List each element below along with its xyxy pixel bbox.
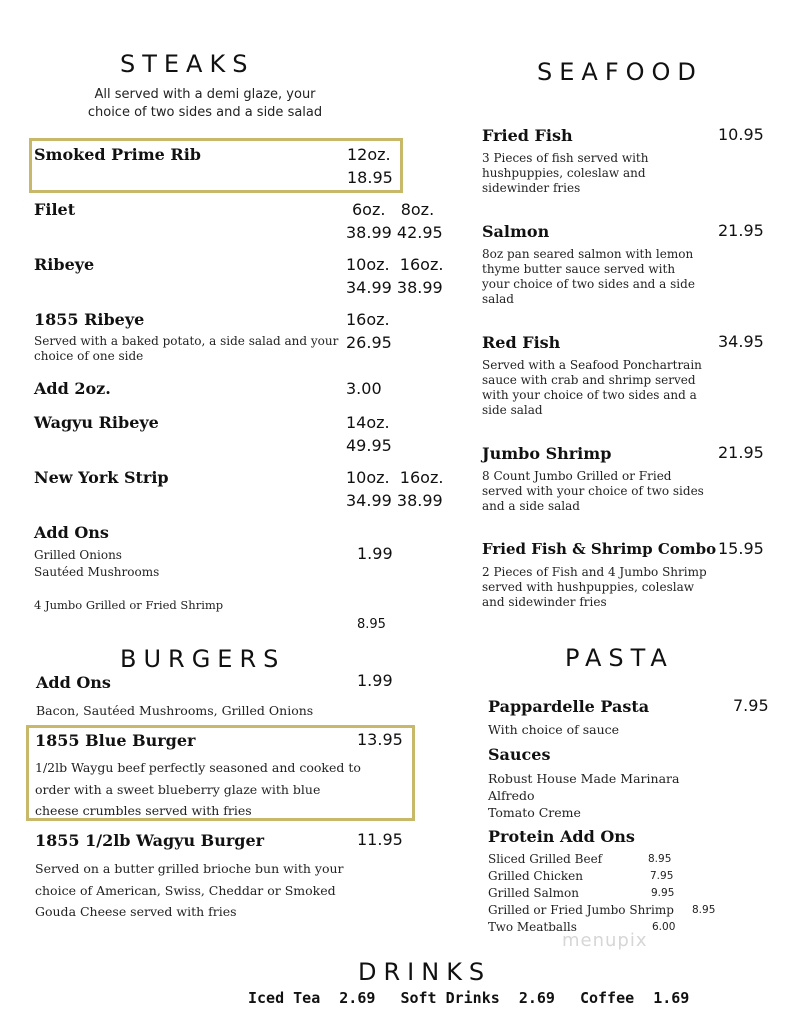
item-desc-line: served with hushpuppies, coleslaw bbox=[482, 580, 694, 594]
drink-name: Coffee bbox=[579, 989, 635, 1007]
item-price-new-york-strip-sizes: 10oz. 16oz. bbox=[346, 468, 444, 487]
addon-sauteed-mushrooms: Sautéed Mushrooms bbox=[34, 565, 160, 579]
item-desc-line: 8oz pan seared salmon with lemon bbox=[482, 247, 694, 261]
protein-name: Grilled or Fried Jumbo Shrimp bbox=[488, 903, 674, 917]
item-price-fish-shrimp-combo: 15.95 bbox=[718, 539, 764, 558]
drinks-line bbox=[248, 989, 689, 1007]
item-price-1855-ribeye-size: 16oz. bbox=[346, 310, 390, 329]
item-price-wagyu-ribeye: 49.95 bbox=[346, 436, 392, 455]
pasta-title: PASTA bbox=[565, 644, 674, 672]
protein-name: Sliced Grilled Beef bbox=[488, 852, 603, 866]
protein-name: Grilled Salmon bbox=[488, 886, 579, 900]
burgers-addons-title: Add Ons bbox=[36, 673, 111, 692]
drink-name: Iced Tea bbox=[248, 989, 321, 1007]
item-desc-jumbo-shrimp bbox=[482, 469, 704, 514]
item-price-fried-fish: 10.95 bbox=[718, 125, 764, 144]
steaks-subtitle bbox=[60, 86, 350, 122]
item-desc-line: with your choice of two sides and a bbox=[482, 388, 697, 402]
item-desc-line: and a side salad bbox=[482, 499, 580, 513]
item-desc-blue-burger bbox=[35, 757, 361, 822]
sauce-item: Tomato Creme bbox=[488, 805, 581, 820]
protein-price: 7.95 bbox=[650, 870, 674, 882]
burgers-title: BURGERS bbox=[120, 645, 286, 673]
item-desc-fried-fish bbox=[482, 151, 648, 196]
item-price-filet: 38.99 42.95 bbox=[346, 223, 443, 242]
steaks-title: STEAKS bbox=[120, 50, 255, 78]
drink-name: Soft Drinks bbox=[400, 989, 500, 1007]
item-price-blue-burger: 13.95 bbox=[357, 730, 403, 749]
item-desc-line: hushpuppies, coleslaw and bbox=[482, 166, 646, 180]
item-price-pappardelle: 7.95 bbox=[733, 696, 769, 715]
item-desc-line: 8 Count Jumbo Grilled or Fried bbox=[482, 469, 672, 483]
item-price-prime-rib-size: 12oz. bbox=[347, 145, 391, 164]
item-name-red-fish: Red Fish bbox=[482, 333, 561, 352]
item-desc-1855-ribeye bbox=[34, 334, 338, 364]
item-price-ribeye-sizes: 10oz. 16oz. bbox=[346, 255, 444, 274]
item-desc-line: and sidewinder fries bbox=[482, 595, 607, 609]
item-desc-line: Served on a butter grilled brioche bun with your bbox=[35, 861, 344, 876]
item-name-pappardelle: Pappardelle Pasta bbox=[488, 697, 650, 716]
protein-price: 8.95 bbox=[648, 853, 672, 865]
item-price-filet-sizes: 6oz. 8oz. bbox=[352, 200, 435, 219]
steaks-subtitle-line-1: All served with a demi glaze, your bbox=[94, 87, 316, 102]
item-name-new-york-strip: New York Strip bbox=[34, 468, 169, 487]
item-desc-fish-shrimp-combo bbox=[482, 565, 707, 610]
drinks-title: DRINKS bbox=[358, 958, 492, 986]
pasta-sauces-title: Sauces bbox=[488, 745, 551, 764]
pasta-desc: With choice of sauce bbox=[488, 722, 620, 737]
drink-price: 1.69 bbox=[653, 989, 690, 1007]
steaks-subtitle-line-2: choice of two sides and a side salad bbox=[87, 105, 323, 120]
item-desc-line: Served with a Seafood Ponchartrain bbox=[482, 358, 702, 372]
item-desc-line: side salad bbox=[482, 403, 543, 417]
protein-name: Two Meatballs bbox=[488, 920, 577, 934]
item-price-wagyu-burger: 11.95 bbox=[357, 830, 403, 849]
item-desc-wagyu-burger bbox=[35, 858, 344, 923]
item-name-fish-shrimp-combo: Fried Fish & Shrimp Combo bbox=[482, 540, 717, 558]
addon-jumbo-shrimp: 4 Jumbo Grilled or Fried Shrimp bbox=[34, 598, 224, 612]
item-desc-line: order with a sweet blueberry glaze with blue bbox=[35, 781, 321, 797]
item-desc-line: your choice of two sides and a side bbox=[482, 277, 695, 291]
item-name-1855-ribeye: 1855 Ribeye bbox=[34, 310, 145, 329]
item-desc-line: thyme butter sauce served with bbox=[482, 262, 676, 276]
addon-grilled-onions: Grilled Onions bbox=[34, 548, 122, 562]
item-name-wagyu-burger: 1855 1/2lb Wagyu Burger bbox=[35, 831, 265, 850]
item-desc-red-fish bbox=[482, 358, 702, 418]
item-desc-line: choice of one side bbox=[34, 349, 144, 363]
item-name-jumbo-shrimp: Jumbo Shrimp bbox=[482, 444, 612, 463]
item-price-1855-ribeye: 26.95 bbox=[346, 333, 392, 352]
item-desc-line: Served with a baked potato, a side salad and your bbox=[34, 334, 339, 348]
item-desc-line: 1/2lb Waygu beef perfectly seasoned and cooked to bbox=[35, 760, 361, 775]
item-price-wagyu-ribeye-size: 14oz. bbox=[346, 413, 390, 432]
item-desc-line: choice of American, Swiss, Cheddar or Smoked bbox=[35, 882, 336, 898]
item-name-fried-fish: Fried Fish bbox=[482, 126, 573, 145]
item-desc-line: sauce with crab and shrimp served bbox=[482, 373, 696, 387]
drink-price: 2.69 bbox=[339, 989, 376, 1007]
steaks-addons-title: Add Ons bbox=[34, 523, 109, 542]
burgers-addons-price: 1.99 bbox=[357, 671, 393, 690]
sauce-item: Alfredo bbox=[488, 788, 535, 803]
item-name-salmon: Salmon bbox=[482, 222, 550, 241]
item-desc-line: 2 Pieces of Fish and 4 Jumbo Shrimp bbox=[482, 565, 707, 579]
item-name-prime-rib: Smoked Prime Rib bbox=[34, 145, 201, 164]
item-desc-line: salad bbox=[482, 292, 514, 306]
item-desc-line: sidewinder fries bbox=[482, 181, 581, 195]
item-name-blue-burger: 1855 Blue Burger bbox=[35, 731, 196, 750]
item-name-filet: Filet bbox=[34, 200, 76, 219]
item-desc-line: cheese crumbles served with fries bbox=[35, 803, 252, 818]
sauce-item: Robust House Made Marinara bbox=[488, 771, 680, 786]
item-price-ribeye: 34.99 38.99 bbox=[346, 278, 443, 297]
protein-price: 8.95 bbox=[692, 904, 716, 916]
item-price-prime-rib: 18.95 bbox=[347, 168, 393, 187]
burgers-addons-desc: Bacon, Sautéed Mushrooms, Grilled Onions bbox=[36, 703, 314, 718]
pasta-protein-title: Protein Add Ons bbox=[488, 827, 635, 846]
item-price-add-2oz: 3.00 bbox=[346, 379, 382, 398]
protein-price: 6.00 bbox=[652, 921, 676, 933]
protein-price: 9.95 bbox=[651, 887, 675, 899]
item-price-new-york-strip: 34.99 38.99 bbox=[346, 491, 443, 510]
item-price-red-fish: 34.95 bbox=[718, 332, 764, 351]
item-price-salmon: 21.95 bbox=[718, 221, 764, 240]
addon-price-onions-mushrooms: 1.99 bbox=[357, 544, 393, 563]
item-desc-line: 3 Pieces of fish served with bbox=[482, 151, 649, 165]
item-desc-line: Gouda Cheese served with fries bbox=[35, 904, 237, 919]
item-name-ribeye: Ribeye bbox=[34, 255, 95, 274]
item-desc-salmon bbox=[482, 247, 695, 307]
item-price-jumbo-shrimp: 21.95 bbox=[718, 443, 764, 462]
seafood-title: SEAFOOD bbox=[537, 58, 703, 86]
watermark: menupix bbox=[562, 930, 648, 951]
item-name-wagyu-ribeye: Wagyu Ribeye bbox=[34, 413, 159, 432]
item-name-add-2oz: Add 2oz. bbox=[34, 379, 111, 398]
protein-name: Grilled Chicken bbox=[488, 869, 584, 883]
item-desc-line: served with your choice of two sides bbox=[482, 484, 704, 498]
drink-price: 2.69 bbox=[518, 989, 555, 1007]
addon-price-jumbo-shrimp: 8.95 bbox=[357, 617, 386, 632]
pasta-sauces-list bbox=[488, 770, 679, 821]
